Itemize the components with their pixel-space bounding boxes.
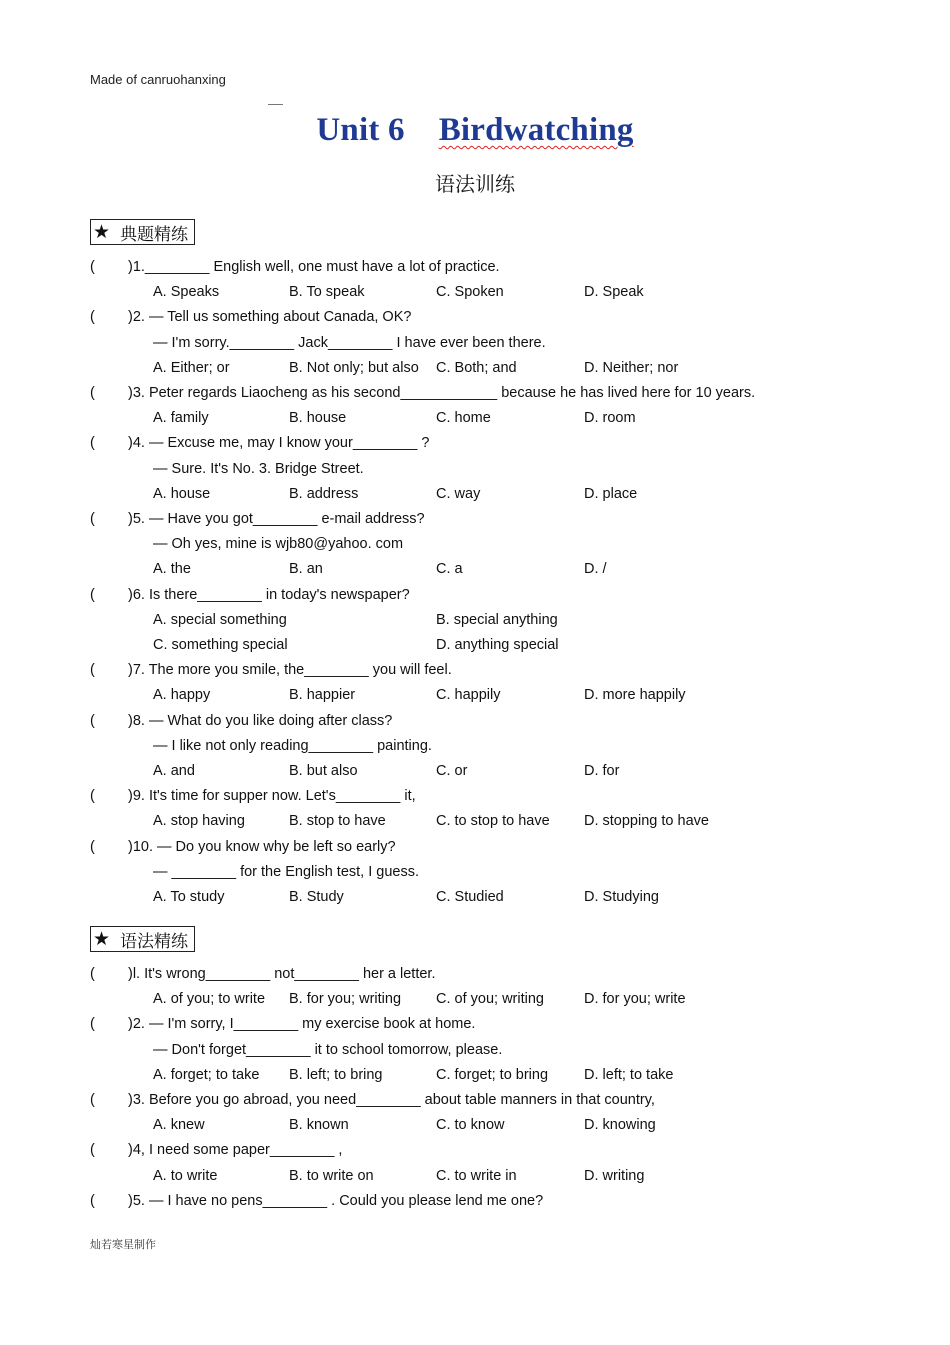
answer-paren: (	[90, 662, 95, 679]
question-text: )l. It's wrong________ not________ her a letter.	[128, 966, 436, 982]
answer-paren: (	[90, 511, 95, 527]
answer-option: D. /	[584, 561, 607, 578]
title-dash	[268, 104, 283, 105]
question-text: )2. — I'm sorry, I________ my exercise book at home.	[128, 1016, 476, 1033]
answer-paren: (	[90, 385, 95, 401]
answer-option: D. Studying	[584, 889, 659, 905]
answer-option: D. room	[584, 410, 636, 427]
section-label: 典题精练	[120, 224, 189, 245]
answer-option: A. and	[153, 763, 195, 779]
answer-option: D. left; to take	[584, 1066, 674, 1083]
answer-paren: (	[90, 1142, 95, 1159]
answer-option: A. forget; to take	[153, 1066, 260, 1083]
answer-option: B. address	[289, 485, 359, 502]
answer-option: C. of you; writing	[436, 991, 544, 1008]
answer-paren: (	[90, 838, 95, 855]
answer-option: D. Speak	[584, 284, 644, 301]
answer-option: D. more happily	[584, 687, 686, 704]
answer-option: B. stop to have	[289, 813, 386, 830]
answer-option: B. an	[289, 561, 323, 578]
answer-option: A. stop having	[153, 813, 245, 830]
answer-option: C. way	[436, 485, 481, 502]
question-text: )8. — What do you like doing after class?	[128, 712, 393, 729]
question-text: )9. It's time for supper now. Let's________ it,	[128, 788, 416, 805]
question-text: )4. — Excuse me, may I know your________ ?	[128, 435, 430, 452]
answer-option: C. to know	[436, 1117, 505, 1134]
question-text: )2. — Tell us something about Canada, OK?	[128, 309, 412, 326]
answer-paren: (	[90, 1092, 95, 1108]
dialogue-line: — Oh yes, mine is wjb80@yahoo. com	[153, 536, 404, 553]
question-text: )5. — I have no pens________ . Could you please lend me one?	[128, 1192, 544, 1209]
answer-option: A. happy	[153, 687, 211, 704]
answer-option: D. place	[584, 485, 638, 502]
answer-option: C. Studied	[436, 889, 504, 905]
answer-option: A. house	[153, 485, 211, 502]
answer-option: C. home	[436, 410, 491, 427]
answer-option: B. for you; writing	[289, 991, 402, 1008]
answer-option: B. To speak	[289, 284, 365, 301]
answer-option: D. for you; write	[584, 991, 686, 1008]
answer-paren: (	[90, 712, 95, 729]
answer-option: D. Neither; nor	[584, 359, 679, 376]
answer-option: C. to stop to have	[436, 813, 550, 830]
answer-option: B. to write on	[289, 1167, 374, 1184]
answer-paren: (	[90, 1016, 95, 1033]
page-footer: 灿若寒星制作	[90, 1238, 156, 1251]
question-text: )10. — Do you know why be left so early?	[128, 838, 396, 855]
dialogue-line: — Sure. It's No. 3. Bridge Street.	[153, 460, 364, 477]
answer-option: C. or	[436, 763, 468, 779]
answer-option: B. happier	[289, 687, 356, 704]
answer-option: C. Spoken	[436, 284, 504, 301]
answer-option: B. special anything	[436, 611, 558, 628]
answer-paren: (	[90, 586, 95, 603]
subtitle: 语法训练	[435, 172, 515, 196]
dialogue-line: — I like not only reading________ painting.	[153, 737, 432, 754]
section-heading	[90, 926, 195, 952]
answer-option: C. something special	[153, 637, 288, 653]
answer-option: A. special something	[153, 611, 287, 628]
answer-paren: (	[90, 966, 95, 982]
star-icon: ★	[93, 928, 111, 950]
answer-option: B. but also	[289, 763, 358, 779]
answer-option: D. knowing	[584, 1117, 656, 1134]
answer-paren: (	[90, 788, 95, 805]
answer-option: D. writing	[584, 1167, 645, 1184]
unit-name: Birdwatching	[438, 112, 634, 148]
question-text: )7. The more you smile, the________ you will feel.	[128, 662, 452, 679]
star-icon: ★	[93, 221, 111, 243]
dialogue-line: — ________ for the English test, I guess.	[153, 863, 419, 880]
answer-option: C. forget; to bring	[436, 1066, 549, 1083]
answer-paren: (	[90, 259, 95, 275]
unit-number: Unit 6	[316, 112, 405, 148]
answer-option: A. knew	[153, 1117, 205, 1134]
answer-option: A. Speaks	[153, 284, 220, 301]
page-header: Made of canruohanxing	[90, 72, 226, 87]
answer-option: A. to write	[153, 1167, 218, 1184]
answer-option: A. family	[153, 410, 209, 427]
question-text: )3. Peter regards Liaocheng as his second____________ because he has lived here for 10 years.	[128, 385, 756, 401]
answer-option: C. a	[436, 561, 463, 578]
answer-paren: (	[90, 435, 95, 452]
answer-option: C. to write in	[436, 1167, 517, 1184]
answer-paren: (	[90, 309, 95, 326]
dialogue-line: — I'm sorry.________ Jack________ I have ever been there.	[153, 334, 546, 351]
answer-option: D. anything special	[436, 637, 559, 653]
question-text: )5. — Have you got________ e-mail address?	[128, 511, 425, 527]
answer-option: A. To study	[153, 889, 225, 905]
answer-option: D. for	[584, 763, 620, 779]
answer-option: B. Study	[289, 889, 344, 905]
dialogue-line: — Don't forget________ it to school tomorrow, please.	[153, 1041, 503, 1058]
answer-option: A. the	[153, 561, 191, 578]
question-text: )6. Is there________ in today's newspaper?	[128, 586, 410, 603]
answer-option: A. of you; to write	[153, 991, 266, 1008]
answer-option: B. known	[289, 1117, 349, 1134]
section-heading	[90, 219, 195, 245]
answer-option: A. Either; or	[153, 359, 230, 376]
question-text: )3. Before you go abroad, you need________ about table manners in that country,	[128, 1092, 655, 1108]
unit-title	[0, 112, 950, 149]
question-text: )1.________ English well, one must have a lot of practice.	[128, 259, 500, 275]
answer-option: B. left; to bring	[289, 1066, 383, 1083]
answer-paren: (	[90, 1192, 95, 1209]
question-text: )4, I need some paper________ ,	[128, 1142, 343, 1159]
answer-option: B. house	[289, 410, 347, 427]
answer-option: B. Not only; but also	[289, 359, 419, 376]
section-label: 语法精练	[120, 931, 189, 952]
answer-option: C. Both; and	[436, 359, 517, 376]
answer-option: C. happily	[436, 687, 501, 704]
answer-option: D. stopping to have	[584, 813, 709, 830]
